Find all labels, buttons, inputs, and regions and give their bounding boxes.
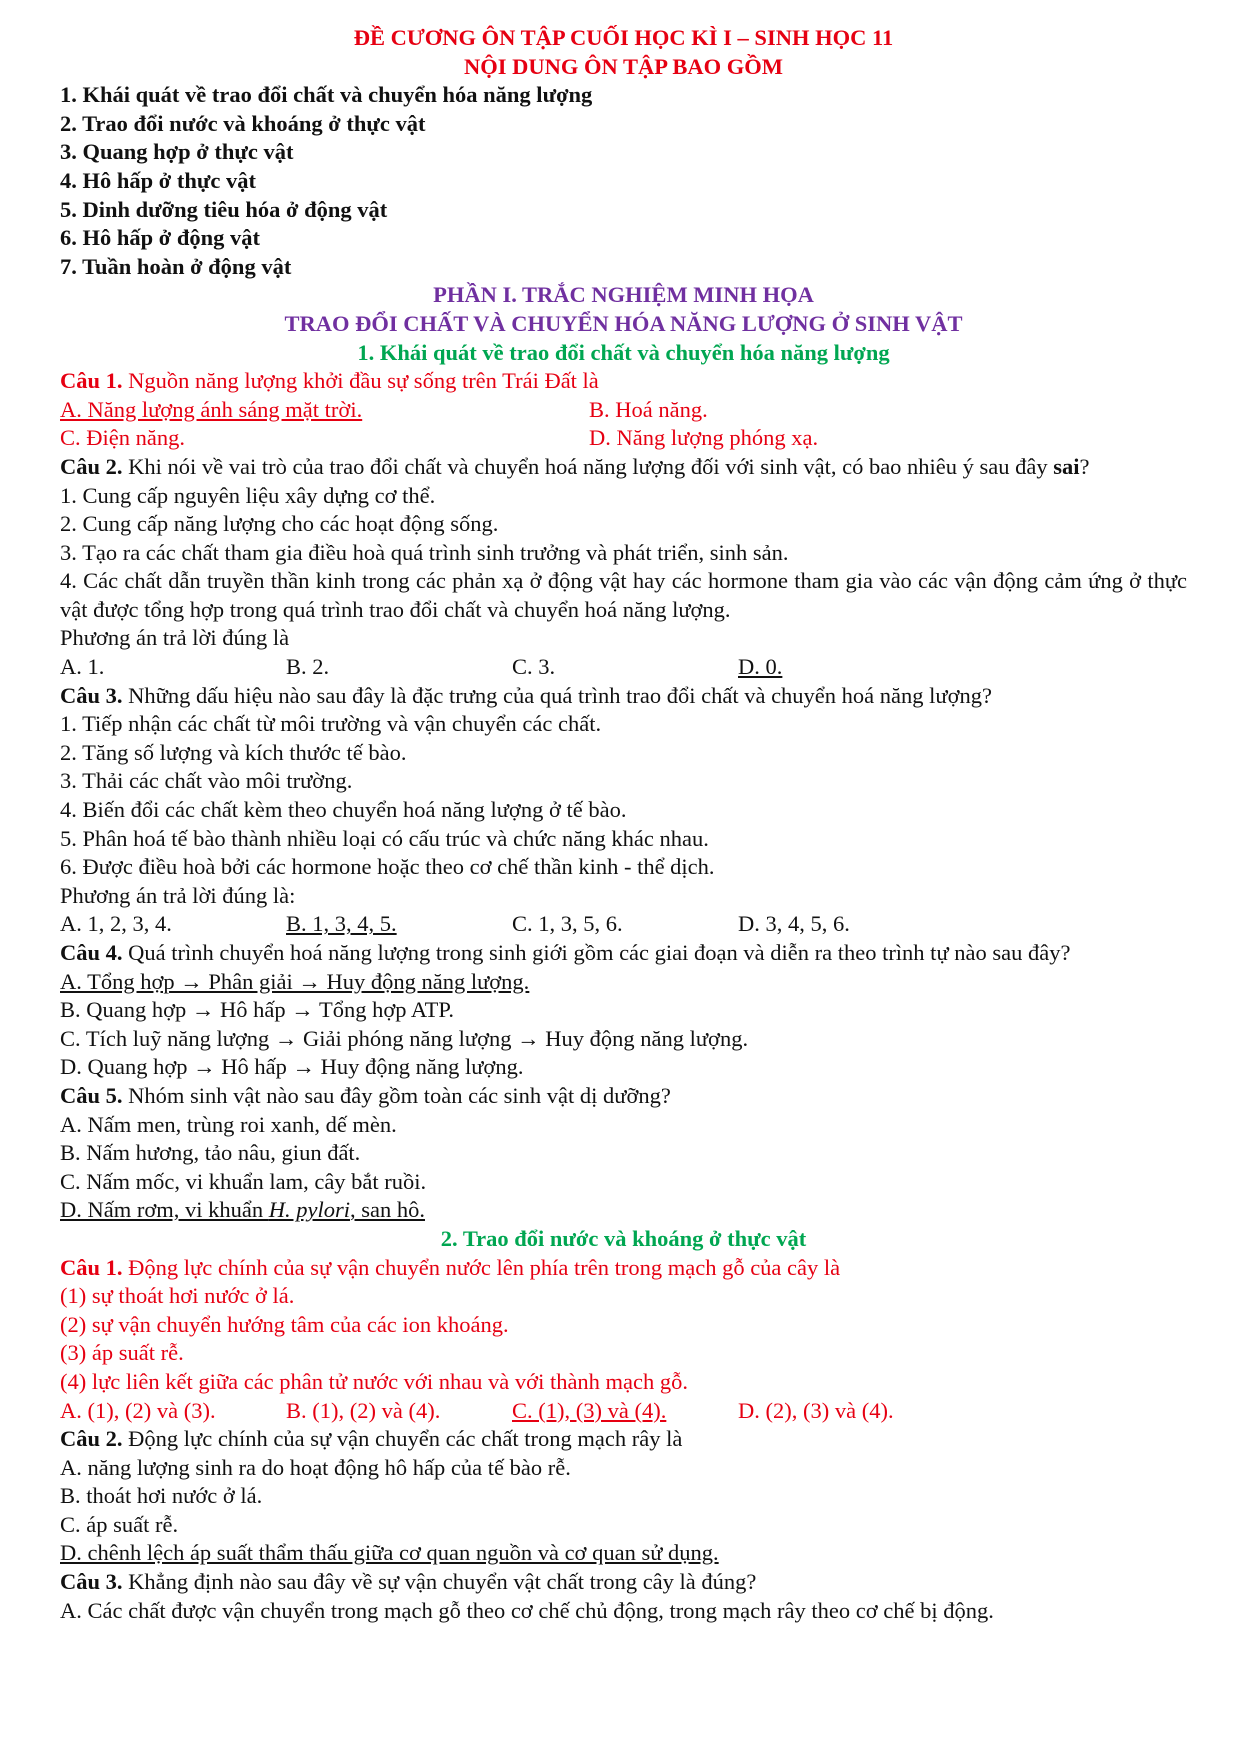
answer-option-text: D. Nấm rơm, vi khuẩn — [60, 1197, 269, 1223]
statement-item: (3) áp suất rễ. — [60, 1340, 184, 1366]
statement-item: 3. Thải các chất vào môi trường. — [60, 768, 353, 794]
answer-prompt: Phương án trả lời đúng là — [60, 625, 290, 651]
answer-option-correct — [60, 1197, 425, 1222]
question-label: Câu 2. — [60, 1426, 123, 1452]
statement-item: 4. Biến đổi các chất kèm theo chuyển hoá năng lượng ở tế bào. — [60, 797, 627, 823]
statement-item: (4) lực liên kết giữa các phân tử nước với nhau và với thành mạch gỗ. — [60, 1368, 689, 1394]
statement-item: 5. Phân hoá tế bào thành nhiều loại có cấu trúc và chức năng khác nhau. — [60, 825, 709, 851]
statement-item: 2. Cung cấp năng lượng cho các hoạt động sống. — [60, 511, 499, 537]
answer-option: C. 1, 3, 5, 6. — [512, 911, 623, 937]
statement-item: 6. Được điều hoà bởi các hormone hoặc theo cơ chế thần kinh - thể dịch. — [60, 854, 715, 880]
question — [60, 453, 1187, 482]
answer-prompt: Phương án trả lời đúng là: — [60, 882, 296, 908]
answer-option: C. 3. — [512, 654, 556, 680]
statement-item: 1. Cung cấp nguyên liệu xây dựng cơ thể. — [60, 482, 436, 508]
answer-option: D. Năng lượng phóng xạ. — [589, 425, 819, 451]
answer-option: A. (1), (2) và (3). — [60, 1397, 216, 1423]
answer-option-correct: A. Năng lượng ánh sáng mặt trời. — [60, 396, 363, 422]
document-title: ĐỀ CƯƠNG ÔN TẬP CUỐI HỌC KÌ I – SINH HỌC 11 — [353, 25, 894, 50]
question — [60, 1425, 1187, 1454]
answer-option: A. Các chất được vận chuyển trong mạch gỗ theo cơ chế chủ động, trong mạch rây theo cơ chế bị động. — [60, 1597, 994, 1623]
question — [60, 1082, 1187, 1111]
answer-option-correct: C. (1), (3) và (4). — [512, 1397, 667, 1423]
part-title: PHẦN I. TRẮC NGHIỆM MINH HỌA — [433, 282, 814, 308]
answer-option: B. 2. — [286, 654, 330, 680]
answer-option: C. áp suất rễ. — [60, 1511, 179, 1537]
question-text: Động lực chính của sự vận chuyển các chất trong mạch rây là — [122, 1426, 683, 1452]
toc-item: 7. Tuần hoàn ở động vật — [60, 253, 292, 279]
answer-option: A. 1, 2, 3, 4. — [60, 911, 172, 937]
toc-list — [60, 81, 1187, 281]
document-subtitle: NỘI DUNG ÔN TẬP BAO GỒM — [464, 53, 783, 79]
statement-item: 4. Các chất dẫn truyền thần kinh trong các phản xạ ở động vật hay các hormone tham gia vào các vận động cảm ứng ở thực vật được tổng hợp trong quá trình trao đổi chất và chuyển hoá năng lượng. — [60, 568, 1187, 622]
answer-option: C. Tích luỹ năng lượng → Giải phóng năng lượng → Huy động năng lượng. — [60, 1025, 749, 1051]
question-text: Động lực chính của sự vận chuyển nước lên phía trên trong mạch gỗ của cây là — [122, 1254, 841, 1280]
answer-option-correct: B. 1, 3, 4, 5. — [286, 911, 397, 937]
toc-item: 5. Dinh dưỡng tiêu hóa ở động vật — [60, 196, 388, 222]
question-text: Quá trình chuyển hoá năng lượng trong sinh giới gồm các giai đoạn và diễn ra theo trình tự nào sau đây? — [122, 940, 1071, 965]
answer-option: B. Hoá năng. — [589, 396, 708, 422]
answer-options — [60, 396, 1187, 453]
question-label: Câu 1. — [60, 1254, 123, 1280]
statement-item: (1) sự thoát hơi nước ở lá. — [60, 1283, 295, 1309]
toc-item: 1. Khái quát về trao đổi chất và chuyển hóa năng lượng — [60, 82, 593, 108]
question-tail: ? — [1079, 453, 1090, 479]
statement-item: 2. Tăng số lượng và kích thước tế bào. — [60, 739, 407, 765]
document-page — [60, 24, 1187, 1625]
question — [60, 1568, 1187, 1597]
section-heading: 1. Khái quát về trao đổi chất và chuyển hóa năng lượng — [357, 339, 890, 365]
answer-option-correct: D. 0. — [738, 654, 783, 680]
answer-option: A. 1. — [60, 654, 105, 680]
toc-item: 6. Hô hấp ở động vật — [60, 225, 261, 251]
answer-option-correct: A. Tổng hợp → Phân giải → Huy động năng lượng. — [60, 968, 530, 994]
answer-option: D. 3, 4, 5, 6. — [738, 911, 850, 937]
answer-option: A. Nấm men, trùng roi xanh, dế mèn. — [60, 1111, 397, 1137]
answer-option: C. Điện năng. — [60, 425, 185, 451]
species-name: H. pylori — [268, 1197, 350, 1223]
question-text: Những dấu hiệu nào sau đây là đặc trưng của quá trình trao đổi chất và chuyển hoá năng lượng? — [122, 682, 992, 708]
answer-options — [60, 1397, 1187, 1426]
answer-options — [60, 910, 1187, 939]
question — [60, 1254, 1187, 1283]
part-subtitle: TRAO ĐỔI CHẤT VÀ CHUYỂN HÓA NĂNG LƯỢNG Ở SINH VẬT — [284, 310, 963, 336]
answer-option: C. Nấm mốc, vi khuẩn lam, cây bắt ruồi. — [60, 1168, 427, 1194]
answer-option: B. thoát hơi nước ở lá. — [60, 1483, 263, 1509]
answer-option-correct: D. chênh lệch áp suất thẩm thấu giữa cơ quan nguồn và cơ quan sử dụng. — [60, 1540, 719, 1566]
question — [60, 682, 1187, 711]
question-label: Câu 5. — [60, 1082, 123, 1108]
question-label: Câu 1. — [60, 368, 123, 394]
answer-option: B. Quang hợp → Hô hấp → Tổng hợp ATP. — [60, 997, 455, 1023]
answer-option: B. (1), (2) và (4). — [286, 1397, 441, 1423]
question-emphasis: sai — [1053, 453, 1080, 479]
statement-item: (2) sự vận chuyển hướng tâm của các ion khoáng. — [60, 1311, 509, 1337]
question-text: Khi nói về vai trò của trao đổi chất và chuyển hoá năng lượng đối với sinh vật, có bao nhiêu ý sau đây — [122, 453, 1054, 479]
statement-item: 1. Tiếp nhận các chất từ môi trường và vận chuyển các chất. — [60, 711, 602, 737]
toc-item: 2. Trao đổi nước và khoáng ở thực vật — [60, 110, 426, 136]
question-text: Nguồn năng lượng khởi đầu sự sống trên Trái Đất là — [122, 368, 599, 394]
statement-item: 3. Tạo ra các chất tham gia điều hoà quá trình sinh trưởng và phát triển, sinh sản. — [60, 539, 789, 565]
section-heading: 2. Trao đổi nước và khoáng ở thực vật — [440, 1225, 807, 1251]
answer-option: D. Quang hợp → Hô hấp → Huy động năng lượng. — [60, 1054, 524, 1080]
answer-option: B. Nấm hương, tảo nâu, giun đất. — [60, 1140, 361, 1166]
question-label: Câu 3. — [60, 682, 123, 708]
toc-item: 4. Hô hấp ở thực vật — [60, 167, 256, 193]
question-label: Câu 3. — [60, 1569, 123, 1595]
question-text: Nhóm sinh vật nào sau đây gồm toàn các sinh vật dị dưỡng? — [122, 1082, 671, 1108]
question — [60, 367, 1187, 396]
question-label: Câu 4. — [60, 940, 123, 965]
answer-option: A. năng lượng sinh ra do hoạt động hô hấp của tế bào rễ. — [60, 1454, 571, 1480]
question — [60, 939, 1187, 968]
answer-option-text: , san hô. — [350, 1197, 425, 1223]
toc-item: 3. Quang hợp ở thực vật — [60, 139, 294, 165]
question-text: Khẳng định nào sau đây về sự vận chuyển vật chất trong cây là đúng? — [122, 1569, 757, 1595]
answer-options — [60, 653, 1187, 682]
question-label: Câu 2. — [60, 453, 123, 479]
answer-option: D. (2), (3) và (4). — [738, 1397, 894, 1423]
